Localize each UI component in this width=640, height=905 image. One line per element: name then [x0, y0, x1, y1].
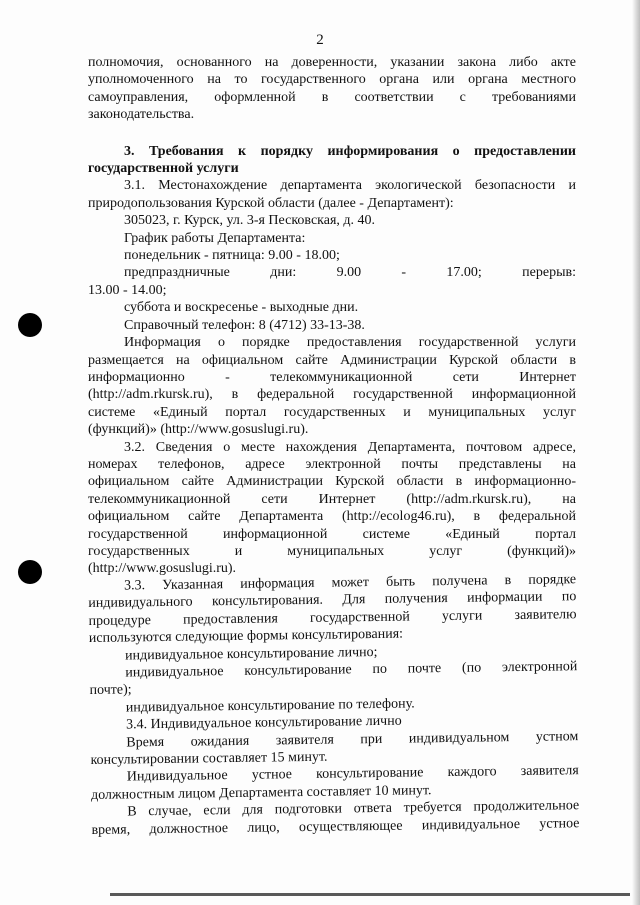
text-line: официальном сайте Администрации Курской области в информационно-	[88, 474, 576, 490]
text-line: должностным лицом Департамента составляет 10 минут.	[90, 782, 432, 803]
text-line: 3.3. Указанная информация может быть получена в порядке	[124, 571, 577, 594]
subsection-3-4: 3.4. Индивидуальное консультирование лично	[125, 713, 402, 733]
text-line: уполномоченного на то государственного органа или органа местного	[88, 72, 576, 88]
skewed-scan-block	[88, 571, 580, 839]
text-line: процедуре предоставления государственной услуги заявителю	[88, 606, 577, 629]
consult-form-1: индивидуальное консультирование лично;	[124, 644, 378, 663]
schedule-title: График работы Департамента:	[124, 230, 306, 246]
phone-line: Справочный телефон: 8 (4712) 33-13-38.	[124, 317, 365, 333]
text-line: природопользования Курской области (далее - Департамент):	[88, 195, 454, 211]
text-line: самоуправления, оформленной в соответствии с требованиями	[88, 89, 576, 105]
document-body	[88, 54, 580, 839]
punch-hole-top	[18, 313, 42, 337]
text-line: индивидуального консультирования. Для получения информации по	[88, 589, 577, 612]
text-line: (функций)» (http://www.gosuslugi.ru).	[88, 422, 309, 438]
text-line: 3.2. Сведения о месте нахождения Департамента, почтовом адресе,	[124, 439, 576, 455]
text-line: (http://adm.rkursk.ru), в федеральной государственной информационной	[88, 387, 576, 403]
text-line: полномочия, основанного на доверенности, указании закона либо акте	[88, 55, 576, 70]
schedule-weekend: суббота и воскресенье - выходные дни.	[124, 300, 359, 316]
consult-form-3: индивидуальное консультирование по телефону.	[125, 696, 415, 716]
scan-edge-shadow	[632, 0, 640, 905]
text-line: В случае, если для подготовки ответа требуется продолжительное	[127, 798, 580, 820]
text-line: государственных и муниципальных услуг (функций)»	[88, 543, 576, 559]
schedule-break: 13.00 - 14.00;	[88, 282, 167, 298]
text-line: законодательства.	[88, 107, 195, 123]
text-line: Информация о порядке предоставления государственной услуги	[124, 335, 576, 351]
text-line: время, должностное лицо, осуществляющее индивидуальное устное	[91, 815, 580, 838]
scan-bottom-edge	[110, 893, 630, 896]
text-line: (http://www.gosuslugi.ru).	[88, 561, 237, 577]
text-line: официальном сайте Департамента (http://ecolog46.ru), в федеральной	[88, 509, 576, 525]
text-line: размещается на официальном сайте Администрации Курской области в	[88, 352, 576, 368]
text-line: Индивидуальное устное консультирование каждого заявителя	[126, 763, 579, 785]
section-heading-cont: государственной услуги	[88, 161, 239, 177]
text-line: используются следующие формы консультирования:	[88, 626, 404, 646]
schedule-weekdays: понедельник - пятница: 9.00 - 18.00;	[124, 248, 340, 264]
address: 305023, г. Курск, ул. 3-я Песковская, д. 40.	[124, 213, 376, 229]
section-heading: 3. Требования к порядку информирования о предоставлении	[124, 143, 576, 159]
page-number: 2	[316, 32, 324, 48]
text-line: государственной информационной системе «Единый портал	[88, 526, 576, 542]
text-line: Время ожидания заявителя при индивидуальном устном	[126, 728, 579, 750]
consult-form-2: индивидуальное консультирование по почте (по электронной	[125, 658, 578, 681]
punch-hole-bottom	[18, 560, 42, 584]
schedule-preholiday: предпраздничные дни: 9.00 - 17.00; перерыв:	[124, 265, 576, 281]
text-line: номерах телефонов, адресе электронной почты представлены на	[88, 456, 576, 472]
consult-form-2-cont: почте);	[89, 682, 132, 699]
text-line: 3.1. Местонахождение департамента экологической безопасности и	[124, 178, 576, 194]
text-line: системе «Единый портал государственных и муниципальных услуг	[88, 404, 576, 420]
text-line: консультировании составляет 15 минут.	[90, 749, 328, 768]
text-line: информационно - телекоммуникационной сети Интернет	[88, 369, 576, 385]
text-line: телекоммуникационной сети Интернет (http://adm.rkursk.ru), на	[88, 491, 576, 507]
